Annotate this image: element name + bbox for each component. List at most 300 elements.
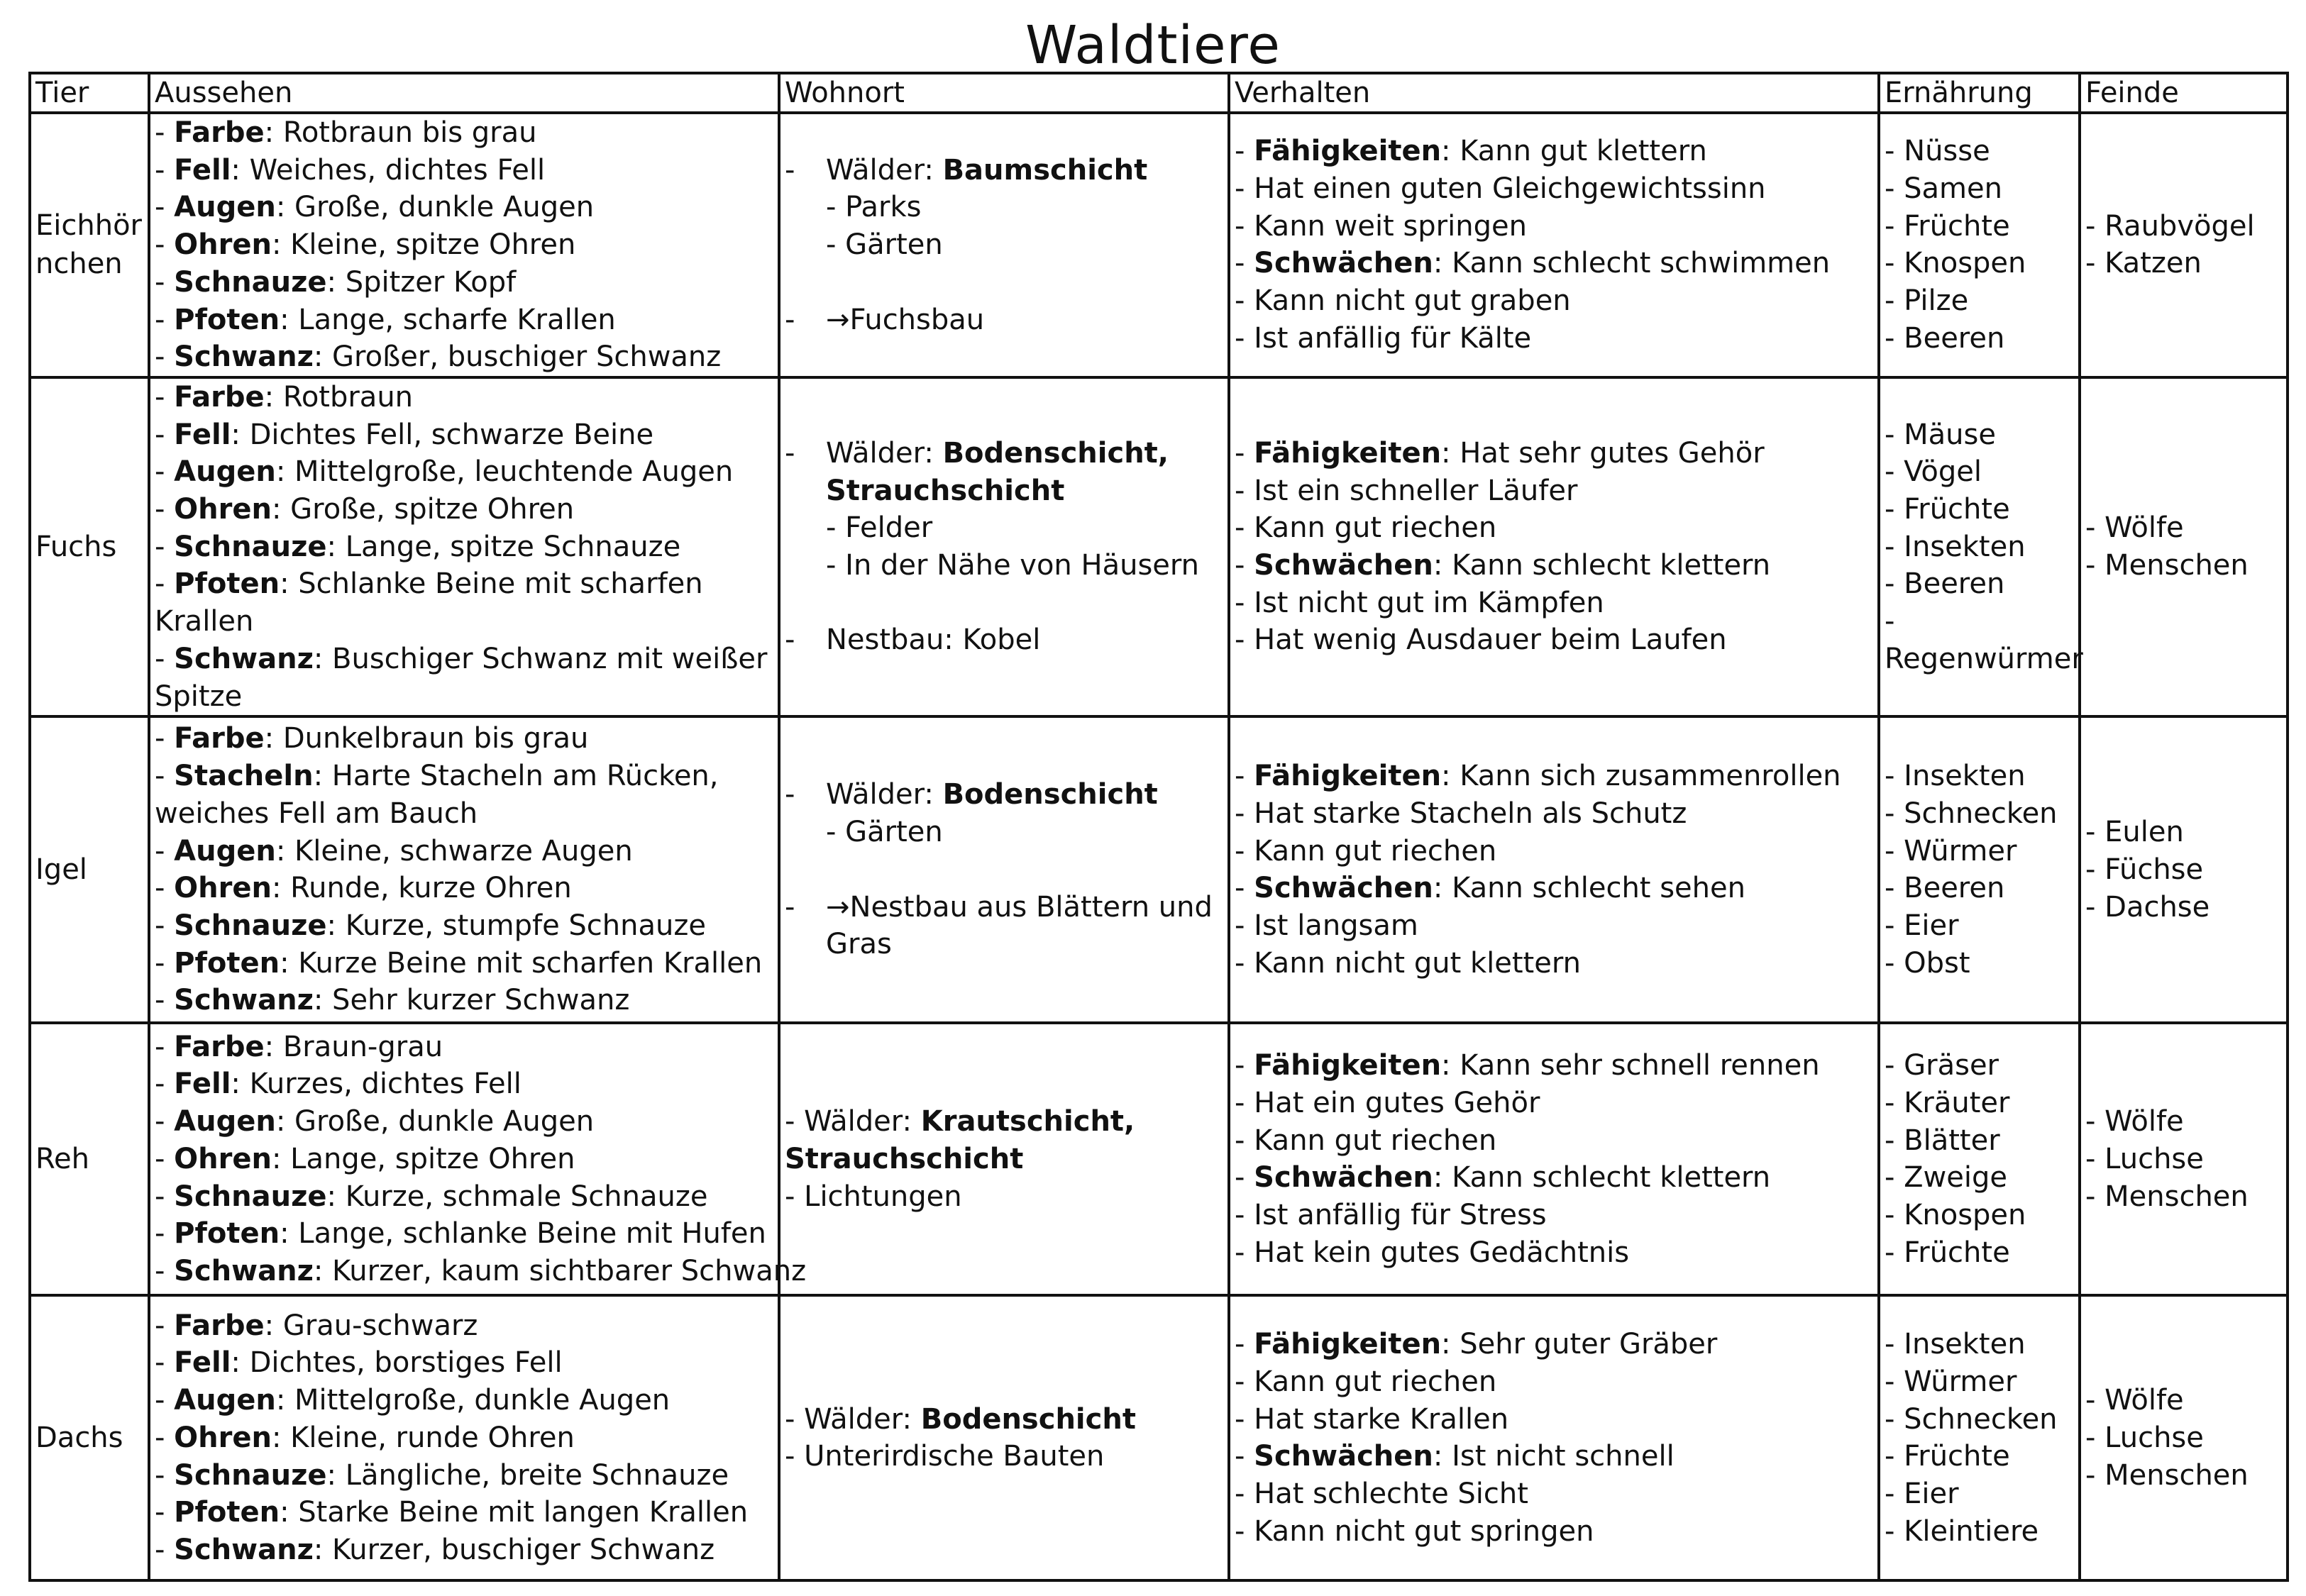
diet-item: - Nüsse (1885, 135, 1990, 168)
feature-value: : Längliche, breite Schnauze (326, 1458, 729, 1492)
feature-key: Fell (174, 418, 231, 451)
behaviour-line (1235, 1122, 1877, 1160)
behaviour-value: : Kann schlecht klettern (1433, 549, 1771, 582)
enemy-item: - Menschen (2085, 1180, 2249, 1213)
feature-value: : Kleine, spitze Ohren (271, 228, 576, 262)
habitat-line (785, 776, 1228, 814)
diet-cell (1879, 377, 2083, 716)
animal-name-cell: Eichhörnchen (30, 113, 149, 377)
bullet-dash: - (155, 567, 175, 601)
feature-key: Ohren (174, 872, 272, 905)
behaviour-value: Ist ein schneller Läufer (1254, 474, 1578, 507)
diet-item: - Pilze (1885, 284, 1969, 318)
enemy-item: - Eulen (2085, 816, 2184, 849)
bullet-dash: - (1235, 1440, 1254, 1473)
feature-value: : Kleine, runde Ohren (271, 1421, 575, 1454)
habitat-text: →Fuchsbau (826, 303, 985, 336)
habitat-line (785, 152, 1228, 189)
bullet-dash: - (155, 265, 175, 299)
diet-item: - Knospen (1885, 247, 2026, 280)
feature-key: Farbe (174, 1309, 265, 1342)
enemies-cell (2080, 1023, 2288, 1295)
feature-value: : Kurze, schmale Schnauze (326, 1180, 708, 1213)
diet-item: Regenwürmer (1885, 642, 2083, 675)
behaviour-line (1235, 1197, 1877, 1234)
feature-value: : Kurzer, buschiger Schwanz (313, 1534, 715, 1566)
behaviour-line (1235, 1047, 1877, 1085)
bullet-dash: - (1235, 946, 1254, 980)
behaviour-value: : Kann sich zusammenrollen (1441, 760, 1841, 793)
feature-value: : Kurze, stumpfe Schnauze (326, 909, 706, 942)
behaviour-value: : Sehr guter Gräber (1441, 1328, 1718, 1361)
appearance-line (155, 1382, 778, 1419)
enemy-item: - Wölfe (2085, 1384, 2184, 1417)
habitat-line (785, 301, 1228, 339)
feature-value: : Dichtes, borstiges Fell (231, 1346, 563, 1380)
header-ernaehrung: Ernährung (1879, 73, 2080, 113)
behaviour-line (1235, 1234, 1877, 1272)
feature-key: Farbe (174, 1030, 265, 1063)
appearance-line (155, 114, 778, 152)
enemy-item: - Dachse (2085, 890, 2210, 924)
enemy-item: - Füchse (2085, 853, 2204, 886)
feature-value: : Weiches, dichtes Fell (231, 153, 546, 187)
habitat-text: Wälder: (804, 1402, 921, 1436)
appearance-line (155, 1065, 778, 1103)
bullet-dash: - (155, 946, 175, 980)
bullet-dash: - (155, 116, 175, 149)
diet-item: - Insekten (1885, 760, 2026, 793)
diet-item: - Samen (1885, 172, 2002, 206)
animal-name-cell: Fuchs (30, 377, 149, 716)
habitat-text: Gärten (845, 228, 943, 262)
appearance-line (155, 152, 778, 189)
bullet-dash: - (826, 191, 846, 224)
feature-value: : Mittelgroße, dunkle Augen (275, 1384, 671, 1417)
bullet-dash: - (826, 228, 846, 262)
habitat-layer: Baumschicht (942, 153, 1148, 187)
animal-name-cell: Reh (30, 1023, 149, 1295)
feature-value: : Dichtes Fell, schwarze Beine (231, 418, 654, 451)
bullet-dash: - (785, 1180, 805, 1213)
behaviour-value: Kann gut riechen (1254, 511, 1497, 545)
bullet-dash: - (155, 1384, 175, 1417)
bullet-dash: - (155, 834, 175, 868)
behaviour-cell (1229, 377, 1879, 716)
feature-key: Pfoten (174, 303, 280, 336)
feature-value: : Kurzes, dichtes Fell (231, 1068, 522, 1101)
behaviour-key: Fähigkeiten (1254, 760, 1442, 793)
behaviour-key: Fähigkeiten (1254, 1049, 1442, 1082)
diet-item: - Obst (1885, 946, 1970, 980)
bullet-dash: - (785, 1402, 805, 1436)
behaviour-key: Schwächen (1254, 549, 1433, 582)
behaviour-line (1235, 133, 1877, 170)
bullet-dash: - (155, 303, 175, 336)
diet-item: - Eier (1885, 1477, 1959, 1510)
behaviour-line (1235, 1513, 1877, 1551)
feature-value: : Buschiger Schwanz mit weißer Spitze (155, 642, 768, 713)
feature-key: Ohren (174, 493, 272, 526)
behaviour-cell (1229, 716, 1879, 1023)
feature-key: Augen (174, 1105, 276, 1138)
appearance-line (155, 1103, 778, 1141)
bullet-dash: - (1235, 436, 1254, 470)
habitat-text: In der Nähe von Häusern (845, 549, 1199, 582)
behaviour-value: Hat wenig Ausdauer beim Laufen (1254, 624, 1727, 657)
blank-line (785, 264, 1228, 301)
habitat-text: Unterirdische Bauten (804, 1440, 1105, 1473)
behaviour-value: Hat starke Krallen (1254, 1402, 1509, 1436)
behaviour-value: : Kann schlecht klettern (1433, 1161, 1771, 1195)
bullet-dash: - (155, 909, 175, 942)
header-verhalten: Verhalten (1229, 73, 1879, 113)
bullet-dash: - (826, 549, 846, 582)
animal-name-cell: Igel (30, 716, 149, 1023)
feature-key: Schwanz (174, 1534, 314, 1566)
bullet-dash: - (1235, 1328, 1254, 1361)
bullet-dash: - (1235, 872, 1254, 905)
bullet-dash: - (155, 1255, 175, 1287)
habitat-cell (779, 1295, 1229, 1580)
feature-value: : Lange, spitze Ohren (271, 1142, 575, 1175)
behaviour-value: Ist nicht gut im Kämpfen (1254, 586, 1604, 619)
appearance-line (155, 1215, 778, 1253)
bullet-dash: - (155, 1496, 175, 1529)
feature-value: : Harte Stacheln am Rücken, weiches Fell am Bauch (155, 760, 719, 830)
appearance-line (155, 1457, 778, 1495)
feature-key: Ohren (174, 1421, 272, 1454)
bullet-dash: - (1235, 909, 1254, 942)
feature-key: Schnauze (174, 1458, 327, 1492)
bullet-dash: - (155, 1458, 175, 1492)
behaviour-value: : Ist nicht schnell (1433, 1440, 1675, 1473)
bullet-dash: - (155, 1534, 175, 1566)
diet-item: - Früchte (1885, 209, 2010, 243)
bullet-dash: - (155, 1346, 175, 1380)
behaviour-key: Fähigkeiten (1254, 135, 1442, 168)
habitat-line (785, 889, 1228, 963)
feature-value: : Große, dunkle Augen (275, 191, 595, 224)
bullet-dash: - (1235, 1402, 1254, 1436)
diet-item: - Schnecken (1885, 1402, 2058, 1436)
behaviour-value: Hat schlechte Sicht (1254, 1477, 1528, 1510)
behaviour-line (1235, 907, 1877, 945)
behaviour-line (1235, 945, 1877, 982)
feature-key: Farbe (174, 380, 265, 414)
behaviour-line (1235, 208, 1877, 245)
feature-value: : Rotbraun bis grau (264, 116, 537, 149)
diet-item: - Kräuter (1885, 1086, 2010, 1119)
enemy-item: - Luchse (2085, 1421, 2204, 1454)
bullet-dash: - (1235, 284, 1254, 318)
appearance-line (155, 833, 778, 870)
appearance-line (155, 1419, 778, 1457)
bullet-dash: - (1235, 760, 1254, 793)
enemy-item: - Raubvögel (2085, 209, 2255, 243)
feature-key: Augen (174, 1384, 276, 1417)
diet-item: - Früchte (1885, 493, 2010, 526)
appearance-cell (149, 1023, 807, 1295)
bullet-dash: - (1235, 135, 1254, 168)
feature-value: : Sehr kurzer Schwanz (313, 984, 630, 1017)
blank-line (785, 584, 1228, 622)
header-aussehen: Aussehen (149, 73, 779, 113)
behaviour-value: Kann nicht gut klettern (1254, 946, 1581, 980)
behaviour-key: Fähigkeiten (1254, 1328, 1442, 1361)
appearance-line (155, 1141, 778, 1178)
bullet-dash: - (785, 303, 795, 336)
behaviour-line (1235, 435, 1877, 472)
diet-item: - Kleintiere (1885, 1514, 2039, 1548)
bullet-dash: - (1235, 797, 1254, 830)
diet-item: - (1885, 605, 1895, 638)
appearance-line (155, 720, 778, 758)
behaviour-line (1235, 795, 1877, 833)
bullet-dash: - (155, 493, 175, 526)
feature-key: Farbe (174, 116, 265, 149)
feature-key: Augen (174, 455, 276, 489)
enemy-item: - Katzen (2085, 247, 2202, 280)
feature-value: : Grau-schwarz (264, 1309, 478, 1342)
diet-item: - Vögel (1885, 455, 1982, 489)
behaviour-line (1235, 245, 1877, 282)
diet-item: - Mäuse (1885, 418, 1996, 451)
diet-item: - Würmer (1885, 834, 2017, 868)
diet-item: - Eier (1885, 909, 1959, 942)
bullet-dash: - (1235, 1161, 1254, 1195)
habitat-layer: Krautschicht, Strauchschicht (785, 1105, 1135, 1175)
feature-key: Schnauze (174, 265, 327, 299)
appearance-line (155, 565, 778, 640)
bullet-dash: - (785, 436, 795, 470)
feature-key: Pfoten (174, 1217, 280, 1251)
bullet-dash: - (1235, 586, 1254, 619)
header-row (30, 73, 2288, 113)
behaviour-cell (1229, 1295, 1879, 1580)
diet-item: - Blätter (1885, 1124, 2000, 1157)
appearance-line (155, 1253, 807, 1290)
behaviour-line (1235, 1085, 1877, 1122)
appearance-cell (149, 1295, 779, 1580)
habitat-text: Wälder: (804, 1105, 921, 1138)
appearance-line (155, 1494, 778, 1531)
feature-value: : Große, dunkle Augen (275, 1105, 595, 1138)
behaviour-line (1235, 1438, 1877, 1475)
appearance-line (155, 758, 778, 832)
habitat-text: Wälder: (826, 436, 943, 470)
appearance-line (155, 1531, 778, 1569)
bullet-dash: - (785, 890, 795, 924)
appearance-cell (149, 377, 779, 716)
appearance-line (155, 1307, 778, 1345)
feature-value: : Runde, kurze Ohren (271, 872, 572, 905)
behaviour-value: Hat einen guten Gleichgewichtssinn (1254, 172, 1766, 206)
behaviour-line (1235, 833, 1877, 870)
behaviour-line (1235, 509, 1877, 547)
bullet-dash: - (155, 1217, 175, 1251)
behaviour-value: Kann gut riechen (1254, 834, 1497, 868)
bullet-dash: - (1235, 321, 1254, 355)
feature-value: : Kurze Beine mit scharfen Krallen (280, 946, 763, 980)
habitat-text: Nestbau: Kobel (826, 624, 1041, 657)
appearance-line (155, 226, 778, 264)
behaviour-value: Kann gut riechen (1254, 1365, 1497, 1398)
behaviour-line (1235, 1475, 1877, 1513)
habitat-layer: Bodenschicht, Strauchschicht (826, 436, 1169, 507)
behaviour-value: : Kann gut klettern (1441, 135, 1707, 168)
enemy-item: - Wölfe (2085, 511, 2184, 545)
enemies-cell (2080, 716, 2288, 1023)
habitat-line (785, 1103, 1228, 1177)
feature-key: Fell (174, 1346, 231, 1380)
diet-item: - Früchte (1885, 1236, 2010, 1269)
bullet-dash: - (155, 340, 175, 374)
bullet-dash: - (1235, 1514, 1254, 1548)
behaviour-line (1235, 621, 1877, 659)
behaviour-key: Schwächen (1254, 247, 1433, 280)
behaviour-value: Hat kein gutes Gedächtnis (1254, 1236, 1630, 1269)
habitat-line (785, 509, 1228, 547)
behaviour-value: Hat starke Stacheln als Schutz (1254, 797, 1687, 830)
bullet-dash: - (155, 228, 175, 262)
appearance-line (155, 982, 778, 1019)
blank-line (785, 851, 1228, 889)
bullet-dash: - (155, 1180, 175, 1213)
feature-key: Augen (174, 191, 276, 224)
diet-item: - Beeren (1885, 321, 2005, 355)
feature-value: : Große, spitze Ohren (271, 493, 575, 526)
bullet-dash: - (155, 1421, 175, 1454)
bullet-dash: - (1235, 209, 1254, 243)
feature-key: Schwanz (174, 1255, 314, 1287)
table-row (30, 377, 2288, 716)
habitat-line (785, 1178, 1228, 1216)
table-row (30, 1295, 2288, 1580)
appearance-line (155, 264, 778, 301)
habitat-cell (779, 377, 1229, 716)
feature-key: Pfoten (174, 946, 280, 980)
feature-key: Pfoten (174, 1496, 280, 1529)
bullet-dash: - (155, 722, 175, 755)
habitat-line (785, 435, 1228, 509)
appearance-line (155, 1029, 778, 1066)
behaviour-value: Kann nicht gut springen (1254, 1514, 1594, 1548)
feature-key: Fell (174, 153, 231, 187)
behaviour-line (1235, 1159, 1877, 1197)
habitat-line (785, 814, 1228, 851)
appearance-line (155, 453, 778, 491)
feature-value: : Großer, buschiger Schwanz (313, 340, 722, 374)
habitat-text: Parks (845, 191, 922, 224)
behaviour-value: Kann gut riechen (1254, 1124, 1497, 1157)
habitat-line (785, 621, 1228, 659)
feature-key: Schwanz (174, 642, 314, 675)
behaviour-line (1235, 547, 1877, 584)
feature-value: : Spitzer Kopf (326, 265, 517, 299)
behaviour-key: Schwächen (1254, 1161, 1433, 1195)
bullet-dash: - (155, 418, 175, 451)
behaviour-key: Schwächen (1254, 872, 1433, 905)
bullet-dash: - (1235, 1049, 1254, 1082)
behaviour-value: Ist anfällig für Stress (1254, 1198, 1547, 1231)
feature-key: Farbe (174, 722, 265, 755)
appearance-line (155, 907, 778, 945)
habitat-cell (779, 1023, 1229, 1295)
bullet-dash: - (1235, 474, 1254, 507)
habitat-line (785, 547, 1228, 584)
enemies-cell (2080, 1295, 2288, 1580)
bullet-dash: - (1235, 1198, 1254, 1231)
behaviour-value: Hat ein gutes Gehör (1254, 1086, 1540, 1119)
habitat-layer: Bodenschicht (942, 778, 1158, 811)
habitat-line (785, 1401, 1228, 1439)
enemy-item: - Wölfe (2085, 1105, 2184, 1138)
bullet-dash: - (155, 1068, 175, 1101)
habitat-line (785, 1438, 1228, 1475)
habitat-text: Felder (845, 511, 933, 545)
behaviour-line (1235, 170, 1877, 208)
behaviour-value: : Hat sehr gutes Gehör (1441, 436, 1765, 470)
feature-key: Schnauze (174, 1180, 327, 1213)
feature-key: Schwanz (174, 984, 314, 1017)
feature-value: : Mittelgroße, leuchtende Augen (275, 455, 734, 489)
feature-value: : Kurzer, kaum sichtbarer Schwanz (313, 1255, 807, 1287)
diet-item: - Schnecken (1885, 797, 2058, 830)
feature-key: Augen (174, 834, 276, 868)
appearance-line (155, 870, 778, 907)
appearance-cell (149, 113, 779, 377)
feature-value: : Starke Beine mit langen Krallen (280, 1496, 749, 1529)
enemy-item: - Luchse (2085, 1142, 2204, 1175)
habitat-text: Gärten (845, 816, 943, 849)
feature-value: : Rotbraun (264, 380, 414, 414)
behaviour-line (1235, 282, 1877, 320)
habitat-layer: Bodenschicht (920, 1402, 1136, 1436)
bullet-dash: - (1235, 1124, 1254, 1157)
behaviour-key: Fähigkeiten (1254, 436, 1442, 470)
diet-item: - Gräser (1885, 1049, 1999, 1082)
behaviour-cell (1229, 1023, 1879, 1295)
habitat-text: →Nestbau aus Blättern und Gras (826, 890, 1213, 961)
feature-key: Schnauze (174, 530, 327, 563)
behaviour-line (1235, 758, 1877, 795)
bullet-dash: - (155, 760, 175, 793)
diet-cell (1879, 1023, 2080, 1295)
bullet-dash: - (1235, 1365, 1254, 1398)
table-row (30, 716, 2288, 1023)
behaviour-value: Kann nicht gut graben (1254, 284, 1571, 318)
appearance-line (155, 1344, 778, 1382)
behaviour-line (1235, 584, 1877, 622)
bullet-dash: - (155, 642, 175, 675)
bullet-dash: - (1235, 247, 1254, 280)
behaviour-value: : Kann sehr schnell rennen (1441, 1049, 1820, 1082)
feature-key: Fell (174, 1068, 231, 1101)
appearance-line (155, 379, 778, 416)
behaviour-value: Ist langsam (1254, 909, 1418, 942)
bullet-dash: - (785, 153, 795, 187)
bullet-dash: - (1235, 1086, 1254, 1119)
enemy-item: - Menschen (2085, 549, 2249, 582)
feature-value: : Lange, spitze Schnauze (326, 530, 681, 563)
enemy-item: - Menschen (2085, 1458, 2249, 1492)
habitat-text: Lichtungen (804, 1180, 962, 1213)
appearance-line (155, 301, 778, 339)
bullet-dash: - (155, 984, 175, 1017)
bullet-dash: - (155, 1105, 175, 1138)
behaviour-line (1235, 1363, 1877, 1401)
